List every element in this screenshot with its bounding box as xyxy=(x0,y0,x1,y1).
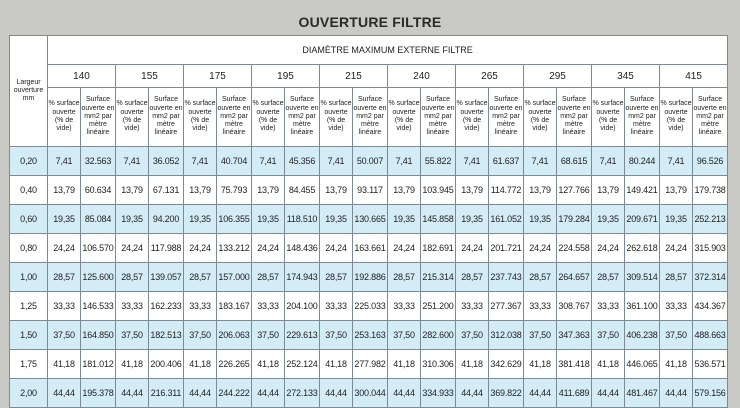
percent-open-header: % surface ouverte (% de vide) xyxy=(388,88,421,147)
percent-open-cell: 24,24 xyxy=(592,234,625,263)
percent-open-cell: 19,35 xyxy=(524,205,557,234)
table-row xyxy=(10,176,728,205)
open-area-header: Surface ouverte en mm2 par mètre linéaire xyxy=(285,88,320,147)
open-area-cell: 114.772 xyxy=(489,176,524,205)
width-cell: 0,80 xyxy=(10,234,48,263)
open-area-cell: 182.691 xyxy=(421,234,456,263)
table-row xyxy=(10,350,728,379)
open-area-cell: 67.131 xyxy=(149,176,184,205)
percent-open-cell: 7,41 xyxy=(524,147,557,176)
percent-open-cell: 19,35 xyxy=(252,205,285,234)
open-area-cell: 130.665 xyxy=(353,205,388,234)
open-area-cell: 93.117 xyxy=(353,176,388,205)
open-area-cell: 252.124 xyxy=(285,350,320,379)
open-area-cell: 209.671 xyxy=(625,205,660,234)
percent-open-cell: 41,18 xyxy=(456,350,489,379)
percent-open-cell: 28,57 xyxy=(388,263,421,292)
open-area-cell: 334.933 xyxy=(421,379,456,408)
percent-open-cell: 37,50 xyxy=(116,321,149,350)
percent-open-cell: 28,57 xyxy=(524,263,557,292)
percent-open-cell: 24,24 xyxy=(660,234,693,263)
percent-open-cell: 7,41 xyxy=(388,147,421,176)
open-area-cell: 75.793 xyxy=(217,176,252,205)
open-area-cell: 310.306 xyxy=(421,350,456,379)
percent-open-header: % surface ouverte (% de vide) xyxy=(184,88,217,147)
percent-open-cell: 44,44 xyxy=(48,379,81,408)
percent-open-cell: 44,44 xyxy=(660,379,693,408)
open-area-header: Surface ouverte en mm2 par mètre linéaire xyxy=(217,88,252,147)
width-cell: 1,50 xyxy=(10,321,48,350)
percent-open-cell: 37,50 xyxy=(184,321,217,350)
open-area-cell: 192.886 xyxy=(353,263,388,292)
percent-open-cell: 44,44 xyxy=(456,379,489,408)
percent-open-cell: 24,24 xyxy=(116,234,149,263)
percent-open-cell: 13,79 xyxy=(456,176,489,205)
percent-open-cell: 37,50 xyxy=(592,321,625,350)
open-area-cell: 55.822 xyxy=(421,147,456,176)
percent-open-cell: 44,44 xyxy=(184,379,217,408)
diameter-header-140: 140 xyxy=(48,65,116,88)
open-area-cell: 149.421 xyxy=(625,176,660,205)
open-area-cell: 183.167 xyxy=(217,292,252,321)
percent-open-cell: 7,41 xyxy=(252,147,285,176)
percent-open-cell: 24,24 xyxy=(456,234,489,263)
diameter-header-215: 215 xyxy=(320,65,388,88)
table-row xyxy=(10,147,728,176)
percent-open-header: % surface ouverte (% de vide) xyxy=(456,88,489,147)
percent-open-cell: 24,24 xyxy=(48,234,81,263)
open-area-cell: 481.467 xyxy=(625,379,660,408)
percent-open-header: % surface ouverte (% de vide) xyxy=(660,88,693,147)
open-area-cell: 282.600 xyxy=(421,321,456,350)
percent-open-cell: 33,33 xyxy=(592,292,625,321)
open-area-cell: 224.558 xyxy=(557,234,592,263)
open-area-cell: 179.738 xyxy=(693,176,728,205)
percent-open-cell: 19,35 xyxy=(320,205,353,234)
percent-open-cell: 24,24 xyxy=(252,234,285,263)
percent-open-cell: 41,18 xyxy=(184,350,217,379)
open-area-cell: 146.533 xyxy=(81,292,116,321)
table-row xyxy=(10,263,728,292)
diameter-header-240: 240 xyxy=(388,65,456,88)
percent-open-header: % surface ouverte (% de vide) xyxy=(48,88,81,147)
open-area-cell: 262.618 xyxy=(625,234,660,263)
percent-open-cell: 28,57 xyxy=(116,263,149,292)
width-cell: 1,00 xyxy=(10,263,48,292)
open-area-cell: 253.163 xyxy=(353,321,388,350)
open-area-cell: 125.600 xyxy=(81,263,116,292)
width-cell: 2,00 xyxy=(10,379,48,408)
table-row xyxy=(10,205,728,234)
percent-open-cell: 19,35 xyxy=(48,205,81,234)
open-area-cell: 106.355 xyxy=(217,205,252,234)
percent-open-header: % surface ouverte (% de vide) xyxy=(252,88,285,147)
percent-open-cell: 33,33 xyxy=(660,292,693,321)
open-area-cell: 117.988 xyxy=(149,234,184,263)
filter-opening-table xyxy=(9,35,728,408)
percent-open-cell: 44,44 xyxy=(524,379,557,408)
percent-open-header: % surface ouverte (% de vide) xyxy=(320,88,353,147)
percent-open-cell: 33,33 xyxy=(184,292,217,321)
open-area-cell: 139.057 xyxy=(149,263,184,292)
percent-open-cell: 28,57 xyxy=(456,263,489,292)
percent-open-cell: 19,35 xyxy=(660,205,693,234)
open-area-cell: 94.200 xyxy=(149,205,184,234)
percent-open-cell: 19,35 xyxy=(592,205,625,234)
open-area-cell: 179.284 xyxy=(557,205,592,234)
open-area-cell: 446.065 xyxy=(625,350,660,379)
percent-open-cell: 44,44 xyxy=(252,379,285,408)
percent-open-cell: 24,24 xyxy=(524,234,557,263)
table-row xyxy=(10,292,728,321)
percent-open-cell: 28,57 xyxy=(592,263,625,292)
percent-open-cell: 13,79 xyxy=(592,176,625,205)
percent-open-cell: 44,44 xyxy=(592,379,625,408)
open-area-cell: 272.133 xyxy=(285,379,320,408)
open-area-cell: 118.510 xyxy=(285,205,320,234)
percent-open-cell: 7,41 xyxy=(320,147,353,176)
width-cell: 0,20 xyxy=(10,147,48,176)
open-area-cell: 312.038 xyxy=(489,321,524,350)
open-area-header: Surface ouverte en mm2 par mètre linéaire xyxy=(625,88,660,147)
percent-open-cell: 7,41 xyxy=(592,147,625,176)
open-area-cell: 237.743 xyxy=(489,263,524,292)
open-area-cell: 195.378 xyxy=(81,379,116,408)
percent-open-cell: 37,50 xyxy=(456,321,489,350)
open-area-cell: 315.903 xyxy=(693,234,728,263)
open-area-cell: 347.363 xyxy=(557,321,592,350)
open-area-cell: 40.704 xyxy=(217,147,252,176)
percent-open-cell: 41,18 xyxy=(48,350,81,379)
diameter-header-415: 415 xyxy=(660,65,728,88)
open-area-cell: 36.052 xyxy=(149,147,184,176)
open-area-cell: 145.858 xyxy=(421,205,456,234)
open-area-cell: 206.063 xyxy=(217,321,252,350)
percent-open-cell: 33,33 xyxy=(48,292,81,321)
width-cell: 0,40 xyxy=(10,176,48,205)
percent-open-cell: 37,50 xyxy=(320,321,353,350)
percent-open-cell: 28,57 xyxy=(660,263,693,292)
open-area-cell: 204.100 xyxy=(285,292,320,321)
diameter-header: DIAMÈTRE MAXIMUM EXTERNE FILTRE xyxy=(48,36,728,65)
open-area-cell: 106.570 xyxy=(81,234,116,263)
width-column-header: Largeur ouverture mm xyxy=(10,36,48,147)
open-area-cell: 201.721 xyxy=(489,234,524,263)
open-area-cell: 216.311 xyxy=(149,379,184,408)
table-body xyxy=(10,147,728,408)
open-area-cell: 225.033 xyxy=(353,292,388,321)
open-area-cell: 181.012 xyxy=(81,350,116,379)
percent-open-cell: 37,50 xyxy=(388,321,421,350)
open-area-cell: 406.238 xyxy=(625,321,660,350)
width-cell: 0,60 xyxy=(10,205,48,234)
percent-open-cell: 41,18 xyxy=(116,350,149,379)
table-row xyxy=(10,321,728,350)
percent-open-cell: 7,41 xyxy=(48,147,81,176)
percent-open-cell: 28,57 xyxy=(252,263,285,292)
open-area-cell: 32.563 xyxy=(81,147,116,176)
open-area-cell: 127.766 xyxy=(557,176,592,205)
percent-open-cell: 19,35 xyxy=(456,205,489,234)
open-area-cell: 164.850 xyxy=(81,321,116,350)
percent-open-header: % surface ouverte (% de vide) xyxy=(116,88,149,147)
open-area-cell: 60.634 xyxy=(81,176,116,205)
open-area-cell: 381.418 xyxy=(557,350,592,379)
open-area-cell: 264.657 xyxy=(557,263,592,292)
table-row xyxy=(10,379,728,408)
percent-open-cell: 41,18 xyxy=(592,350,625,379)
open-area-cell: 277.367 xyxy=(489,292,524,321)
open-area-cell: 85.084 xyxy=(81,205,116,234)
percent-open-cell: 28,57 xyxy=(184,263,217,292)
percent-open-cell: 19,35 xyxy=(116,205,149,234)
open-area-cell: 84.455 xyxy=(285,176,320,205)
open-area-cell: 536.571 xyxy=(693,350,728,379)
percent-open-cell: 41,18 xyxy=(660,350,693,379)
percent-open-cell: 37,50 xyxy=(252,321,285,350)
open-area-cell: 411.689 xyxy=(557,379,592,408)
percent-open-cell: 33,33 xyxy=(524,292,557,321)
open-area-cell: 252.213 xyxy=(693,205,728,234)
diameter-header-155: 155 xyxy=(116,65,184,88)
percent-open-cell: 7,41 xyxy=(660,147,693,176)
percent-open-cell: 13,79 xyxy=(184,176,217,205)
open-area-cell: 174.943 xyxy=(285,263,320,292)
percent-open-cell: 33,33 xyxy=(388,292,421,321)
percent-open-cell: 37,50 xyxy=(524,321,557,350)
percent-open-cell: 41,18 xyxy=(388,350,421,379)
open-area-cell: 434.367 xyxy=(693,292,728,321)
diameter-header-265: 265 xyxy=(456,65,524,88)
table-row xyxy=(10,234,728,263)
open-area-header: Surface ouverte en mm2 par mètre linéaire xyxy=(557,88,592,147)
diameter-header-295: 295 xyxy=(524,65,592,88)
open-area-cell: 251.200 xyxy=(421,292,456,321)
open-area-header: Surface ouverte en mm2 par mètre linéaire xyxy=(421,88,456,147)
percent-open-cell: 13,79 xyxy=(388,176,421,205)
open-area-cell: 215.314 xyxy=(421,263,456,292)
open-area-header: Surface ouverte en mm2 par mètre linéaire xyxy=(81,88,116,147)
sub-header-row xyxy=(10,88,728,147)
open-area-cell: 229.613 xyxy=(285,321,320,350)
page-title: OUVERTURE FILTRE xyxy=(298,14,442,30)
diameter-header-175: 175 xyxy=(184,65,252,88)
open-area-cell: 309.514 xyxy=(625,263,660,292)
percent-open-cell: 44,44 xyxy=(320,379,353,408)
open-area-cell: 488.663 xyxy=(693,321,728,350)
open-area-header: Surface ouverte en mm2 par mètre linéaire xyxy=(149,88,184,147)
percent-open-cell: 33,33 xyxy=(320,292,353,321)
percent-open-cell: 24,24 xyxy=(184,234,217,263)
diameter-header-195: 195 xyxy=(252,65,320,88)
percent-open-cell: 44,44 xyxy=(388,379,421,408)
open-area-cell: 308.767 xyxy=(557,292,592,321)
open-area-cell: 161.052 xyxy=(489,205,524,234)
open-area-cell: 244.222 xyxy=(217,379,252,408)
open-area-cell: 45.356 xyxy=(285,147,320,176)
percent-open-cell: 7,41 xyxy=(184,147,217,176)
percent-open-header: % surface ouverte (% de vide) xyxy=(524,88,557,147)
width-cell: 1,25 xyxy=(10,292,48,321)
percent-open-cell: 37,50 xyxy=(48,321,81,350)
percent-open-cell: 41,18 xyxy=(320,350,353,379)
open-area-cell: 372.314 xyxy=(693,263,728,292)
percent-open-cell: 24,24 xyxy=(320,234,353,263)
percent-open-cell: 13,79 xyxy=(252,176,285,205)
open-area-cell: 163.661 xyxy=(353,234,388,263)
open-area-cell: 68.615 xyxy=(557,147,592,176)
open-area-cell: 226.265 xyxy=(217,350,252,379)
percent-open-cell: 41,18 xyxy=(524,350,557,379)
open-area-header: Surface ouverte en mm2 par mètre linéaire xyxy=(693,88,728,147)
open-area-cell: 80.244 xyxy=(625,147,660,176)
diameter-header-345: 345 xyxy=(592,65,660,88)
open-area-cell: 50.007 xyxy=(353,147,388,176)
percent-open-cell: 7,41 xyxy=(116,147,149,176)
percent-open-cell: 28,57 xyxy=(48,263,81,292)
open-area-cell: 342.629 xyxy=(489,350,524,379)
open-area-cell: 148.436 xyxy=(285,234,320,263)
open-area-cell: 96.526 xyxy=(693,147,728,176)
percent-open-cell: 33,33 xyxy=(252,292,285,321)
percent-open-cell: 13,79 xyxy=(320,176,353,205)
open-area-cell: 157.000 xyxy=(217,263,252,292)
percent-open-cell: 13,79 xyxy=(524,176,557,205)
percent-open-cell: 24,24 xyxy=(388,234,421,263)
percent-open-cell: 7,41 xyxy=(456,147,489,176)
percent-open-cell: 37,50 xyxy=(660,321,693,350)
open-area-header: Surface ouverte en mm2 par mètre linéaire xyxy=(353,88,388,147)
open-area-cell: 133.212 xyxy=(217,234,252,263)
open-area-cell: 369.822 xyxy=(489,379,524,408)
percent-open-cell: 19,35 xyxy=(184,205,217,234)
open-area-cell: 162.233 xyxy=(149,292,184,321)
percent-open-cell: 13,79 xyxy=(116,176,149,205)
open-area-cell: 200.406 xyxy=(149,350,184,379)
width-cell: 1,75 xyxy=(10,350,48,379)
open-area-cell: 103.945 xyxy=(421,176,456,205)
open-area-cell: 300.044 xyxy=(353,379,388,408)
open-area-cell: 61.637 xyxy=(489,147,524,176)
open-area-cell: 579.156 xyxy=(693,379,728,408)
percent-open-header: % surface ouverte (% de vide) xyxy=(592,88,625,147)
percent-open-cell: 28,57 xyxy=(320,263,353,292)
percent-open-cell: 13,79 xyxy=(660,176,693,205)
open-area-header: Surface ouverte en mm2 par mètre linéaire xyxy=(489,88,524,147)
open-area-cell: 182.513 xyxy=(149,321,184,350)
open-area-cell: 361.100 xyxy=(625,292,660,321)
diameter-values-row xyxy=(10,65,728,88)
percent-open-cell: 13,79 xyxy=(48,176,81,205)
percent-open-cell: 19,35 xyxy=(388,205,421,234)
percent-open-cell: 44,44 xyxy=(116,379,149,408)
percent-open-cell: 33,33 xyxy=(116,292,149,321)
percent-open-cell: 33,33 xyxy=(456,292,489,321)
open-area-cell: 277.982 xyxy=(353,350,388,379)
percent-open-cell: 41,18 xyxy=(252,350,285,379)
